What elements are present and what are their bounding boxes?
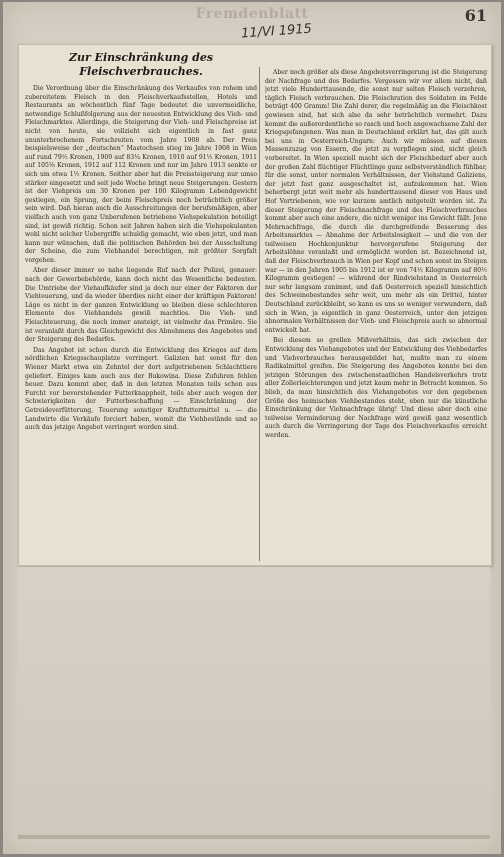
article-headline: Zur Einschränkung des Fleischverbrauches. — [68, 51, 214, 78]
right-column — [265, 69, 487, 565]
article-paragraph: Das Angebot ist schon durch die Entwicklung des Krieges auf dem nördlichen Kriegsschauplatze verringert. Galizien hat sonst für den Wiener Markt etwa ein Zehntel der dort aufgetriebenen Schlachttiere geliefert. Einiges kam auch aus der Bukowina. Diese Zufuhren fehlen heuer. Dazu kommt aber, daß in den letzten Monaten teils schon aus Furcht vor bevorstehender Futterknappheit, teils aber auch wegen der Schwierigkeiten der Futterbeschaffung — Einschränkung der Getreideverfütterung, Teuerung sonstiger Kraftfuttermittel u. — die Landwirte die Verkäufe forciert haben, womit die Viehbestände und so auch das jetzige Angebot verringert worden sind. — [25, 346, 257, 432]
masthead: Fremdenblatt — [195, 6, 309, 22]
article-paragraph: Bei diesem so grellen Mißverhältnis, das sich zwischen der Entwicklung des Viehangebotes und der Entwicklung des Viehbedarfes und Viehverbrauches herausgebildet hat, mußte man zu einem Radikalmittel greifen. Die Steigerung des Angebotes konnte bei den jetzigen Störungen des zwischenstaatlichen Handelsverkehrs trotz aller Zollerleichterungen und jetzt kaum mehr in Betracht kommen. So blieb, da man hinsichtlich des Viehangebotes vor den gegebenen Größe des heimischen Viehbestandes steht, eben nur die künstliche Einschränkung der Viehnachfrage übrig! Und diese aber doch eine teilweise Verminderung der Nachfrage wird gewiß ganz wesentlich auch durch die Verringerung der Tage des Fleischverkaufes erreicht werden. — [265, 337, 487, 439]
column-divider — [259, 67, 260, 561]
handwritten-date: 11/VI 1915 — [240, 21, 313, 42]
mounting-paper-edge — [18, 835, 490, 839]
page-number: 61 — [464, 6, 487, 25]
article-paragraph: Die Verordnung über die Einschränkung des Verkaufes von rohem und zubereitetem Fleisch in den Fleischverkaufsstellen, Hotels und Restaurants an wöchentlich fünf Tage bedeutet die unvermeidliche, notwendige Schlußfolgerung aus der neuesten Entwicklung des Vieh- und Fleischmarktes. Allerdings, die Steigerung der Vieh- und Fleischpreise ist nicht von heute, sie vollzieht sich eigentlich in fast ganz ununterbrochenem Fortschreiten vom Jahre 1908 ab. Der Preis beispielsweise der „deutschen“ Mastochsen stieg im Jahre 1908 in Wien auf rund 79½ Kronen, 1909 auf 83¼ Kronen, 1910 auf 91½ Kronen, 1911 auf 105⅛ Kronen, 1912 auf 112 Kronen und nur im Jahre 1913 senkte er sich um etwa 1½ Kronen. Seither aber hat die Preissteigerung nur umso stärker eingesetzt und seit jede Woche bringt neue Steigerungen. Gestern ist der Viehpreis um 30 Kronen per 100 Kilogramm Lebendgewicht gestiegen, ein Sprung, der beim Fleischpreis noch beträchtlich größer sein wird. Daß hieran auch die Ausschreitungen der berufsmäßigen, aber vielfach auch von ganz Unberufenen betriebene Viehspekulation beteiligt sind, ist gewiß richtig. Schon seit Jahren haben sich die Viehspekulanten wohl nicht solcher Uebergriffe schuldig gemacht, wie eben jetzt, und man kann nur wünschen, daß die politischen Behörden bei der Ausschaltung der Scheine, die zum Viehhandel berechtigen, mit größter Sorgfalt vorgehen. — [25, 85, 257, 264]
newspaper-clipping — [18, 44, 492, 566]
mounting-paper — [18, 566, 490, 837]
article-paragraph: Aber noch größer als diese Angebotsverringerung ist die Steigerung der Nachfrage und des Bedarfes. Vergessen wir vor allem nicht, daß jetzt viele Hunderttausende, die sonst nur selten Fleisch verzehren, täglich Fleisch verbrauchen. Die Fleischration des Soldaten im Felde beträgt 400 Gramm! Die Zahl derer, die regelmäßig an die Fleischkost gewiesen sind, hat sich also da sehr beträchtlich vermehrt. Dazu kommt die außerordentliche so rasch und hoch angewachsene Zahl der Kriegsgefangenen. Was man in Deutschland erklärt hat, das gilt auch bei uns in Oesterreich-Ungarn: Auch wir müssen auf diesen Massenzuzug von Essern, die jetzt zu verpflegen sind, nicht gleich vorbereitet. In Wien speziell macht sich der Fleischbedarf aber auch der großen Zahl flüchtiger Flüchtlinge ganz selbstverständlich fühlbar, für die sonst, unter normalen Verhältnissen, der Viehstand Galiziens, der jetzt fast ganz ausgeschaltet ist, aufzukommen hat. Wien beherbergt jetzt weit mehr als hunderttausend dieser von Haus und Hof Vertriebenen, wie vor kurzem amtlich mitgeteilt worden ist. Zu dieser Steigerung der Fleischnachfrage und des Fleischverbrauches kommt aber auch eine andere, die nicht weniger ins Gewicht fällt. Jene Mehrnachfrage, die durch die durchgreifende Besserung des Arbeitsmarktes — Abnahme der Arbeitslosigkeit — und die von der teilweisen Hochkonjunktur hervorgerufene Steigerung der Arbeitslöhne veranlaßt und ermöglicht worden ist. Bezeichnend ist, daß der Fleischverbrauch in Wien per Kopf und schon sonst im Steigen war — in den Jahren 1905 bis 1912 ist er von 74½ Kilogramm auf 80½ Kilogramm gestiegen! — während der Rindviehstand in Oesterreich nur sehr langsam zunimmt, und daß Oesterreich speziell hinsichtlich des Schweinebestandes sehr weit, um mehr als ein Drittel, hinter Deutschland zurückbleibt, so kann es uns so weniger verwundern, daß sich in Wien, ja eigentlich in ganz Oesterreich, unter den jetzigen abnormalen Verhältnissen der Vieh- und Fleischpreis auch so abnormal entwickelt hat. — [265, 69, 487, 334]
article-paragraph: Aber dieser immer so nahe liegende Ruf nach der Polizei, genauer: nach der Gewerbebehörde, kann doch nicht das Wesentliche bedeuten. Die Umtriebe der Viehaufkäufer sind ja doch nur einer der Faktoren der Viehteuerung, und da wieder überdies nicht einer der kräftigen Faktoren! Läge es nicht in der ganzen Entwicklung so bleiben diese schlechteren Elemente des Viehhandels gewiß machtlos. Die Vieh- und Fleischteuerung, die noch immer ansteigt, ist vielmehr das Primäre. Sie ist veranlaßt durch das Gleichgewicht des Abnehmens des Angebotes und der Steigerung des Bedarfes. — [25, 267, 257, 344]
left-column — [25, 51, 257, 565]
